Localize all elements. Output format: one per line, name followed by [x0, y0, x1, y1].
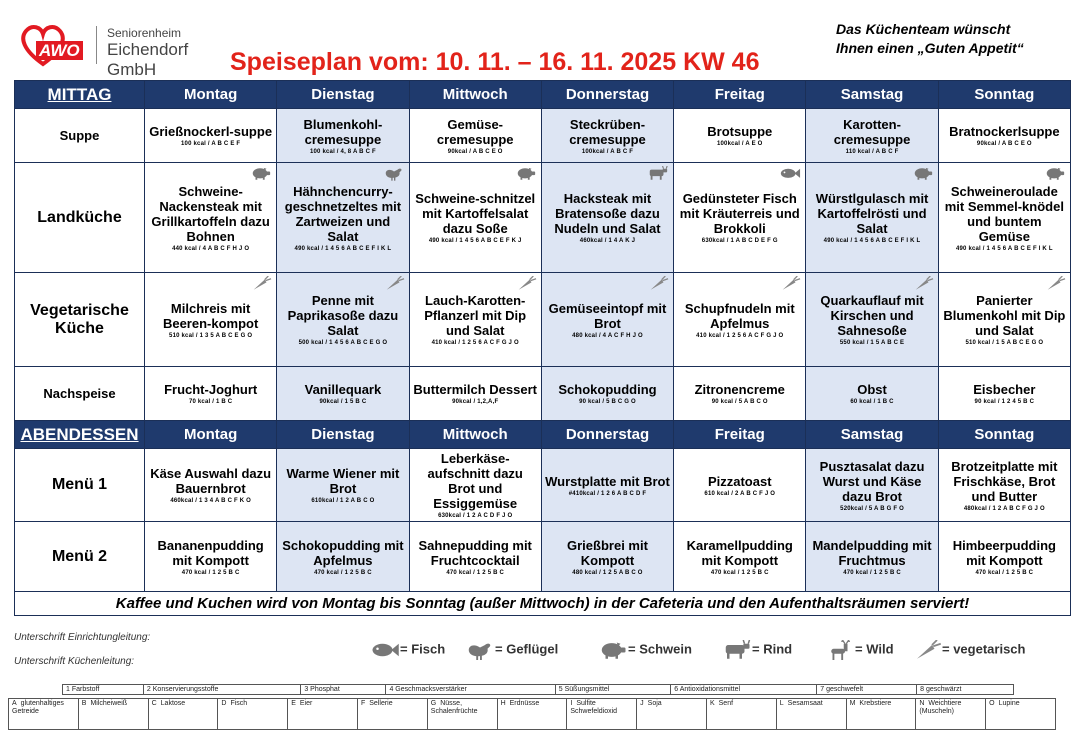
day-header-dienstag: Dienstag: [277, 421, 409, 449]
meal-cell: [277, 163, 409, 273]
meal-cell: [145, 367, 277, 421]
nutrition-info: 630kcal / 1 A B C D E F G: [701, 238, 778, 244]
meal-cell: [145, 449, 277, 522]
meal-cell: [409, 273, 541, 367]
greeting: Das Küchenteam wünscht Ihnen einen „Guten Appetit“: [836, 21, 1024, 56]
nutrition-info: 520kcal / 5 A B G F O: [840, 505, 904, 512]
additive-item: 5 Süßungsmittel: [555, 685, 671, 695]
dish-name: Wurstplatte mit Brot: [545, 473, 670, 489]
carrot-icon: [383, 276, 405, 292]
nutrition-info: 100 kcal / 4, 8 A B C F: [309, 148, 376, 155]
additives-table: [62, 684, 1014, 695]
cow-icon: [722, 641, 752, 656]
cow-icon: [647, 166, 669, 182]
chicken-icon: [383, 166, 405, 182]
pig-icon: [598, 641, 628, 656]
row-label: Nachspeise: [15, 367, 145, 421]
meal-cell: [806, 273, 938, 367]
day-header-freitag: Freitag: [674, 421, 806, 449]
nutrition-info: 510 kcal / 1 3 5 A B C E G O: [169, 332, 253, 339]
meal-row: [15, 449, 1071, 522]
icon-legend: [370, 638, 1060, 660]
allergen-code: K: [709, 700, 715, 707]
meal-cell: [674, 273, 806, 367]
dish-name: Gemüse-cremesuppe: [436, 116, 514, 147]
allergen-item: [9, 699, 79, 730]
meal-cell: [938, 163, 1070, 273]
dish-name: Blumenkohl-cremesuppe: [303, 116, 383, 147]
allergen-item: [637, 699, 707, 730]
meal-cell: [674, 522, 806, 592]
dish-name: Hacksteak mit Bratensoße dazu Nudeln und Salat: [554, 191, 661, 236]
legend-item: [912, 640, 1025, 660]
nutrition-info: 410 kcal / 1 2 5 6 A C F G J O: [431, 340, 519, 346]
legend-label: = Geflügel: [495, 641, 559, 657]
nutrition-info: 100 kcal / A B C E F: [181, 141, 241, 147]
cafe-note: Kaffee und Kuchen wird von Montag bis Sonntag (außer Mittwoch) in der Cafeteria und den Aufenthaltsräumen serviert!: [15, 592, 1071, 616]
nutrition-info: 90kcal / A B C E O: [976, 141, 1032, 147]
nutrition-info: 610kcal / 1 2 A B C O: [311, 498, 375, 504]
meal-cell: [806, 449, 938, 522]
nutrition-info: 90 kcal / 1 2 4 5 B C: [974, 399, 1035, 405]
dish-name: Grießnockerl-suppe: [149, 124, 273, 139]
fish-icon: [370, 641, 400, 656]
legend-label: = Rind: [752, 641, 793, 657]
dish-name: Schweine-Nackensteak mit Grillkartoffeln dazu Bohnen: [151, 183, 270, 244]
allergens-table: [8, 698, 1056, 730]
carrot-icon: [647, 276, 669, 292]
allergen-text: Soja: [647, 700, 662, 707]
meal-cell: [145, 163, 277, 273]
nutrition-info: 460kcal / 1 3 4 A B C F K O: [170, 498, 251, 504]
signature-kueche: Unterschrift Küchenleitung:: [14, 656, 135, 667]
meal-cell: [277, 273, 409, 367]
nutrition-info: #410kcal / 1 2 6 A B C D F: [568, 490, 647, 497]
dish-name: Milchreis mit Beeren-kompot: [162, 300, 259, 331]
dish-name: Brotsuppe: [707, 124, 773, 139]
allergen-text: Sellerie: [369, 700, 393, 707]
dish-name: Schokopudding mit Apfelmus: [282, 537, 404, 568]
dish-name: Würstlgulasch mit Kartoffelrösti und Salat: [815, 191, 929, 236]
dish-name: Warme Wiener mit Brot: [286, 466, 400, 496]
allergen-text: glutenhaltiges Getreide: [12, 700, 64, 715]
day-header-freitag: Freitag: [674, 81, 806, 109]
dish-name: Grießbrei mit Kompott: [567, 537, 648, 568]
allergen-code: N: [919, 700, 925, 707]
dish-name: Schweineroulade mit Semmel-knödel und buntem Gemüse: [944, 183, 1064, 244]
dish-name: Frucht-Joghurt: [164, 382, 258, 397]
meal-cell: [541, 109, 673, 163]
meal-row: [15, 522, 1071, 592]
row-label: Landküche: [15, 163, 145, 273]
nutrition-info: 500 kcal / 1 4 5 6 A B C E G O: [298, 340, 388, 346]
meal-cell: [541, 522, 673, 592]
carrot-icon: [515, 276, 537, 292]
nutrition-info: 90 kcal / 5 B C G O: [579, 399, 636, 405]
dish-name: Mandelpudding mit Fruchtmus: [812, 537, 932, 568]
nutrition-info: 470 kcal / 1 2 5 B C: [314, 569, 372, 576]
meal-cell: [541, 273, 673, 367]
dish-name: Lauch-Karotten-Pflanzerl mit Dip und Salat: [424, 293, 527, 338]
nutrition-info: 630kcal / 1 2 A C D F J O: [438, 513, 513, 519]
nutrition-info: 90kcal / A B C E O: [447, 148, 503, 155]
day-header-mittwoch: Mittwoch: [409, 421, 541, 449]
meal-cell: [938, 109, 1070, 163]
meal-cell: [674, 367, 806, 421]
meal-cell: [145, 109, 277, 163]
meal-cell: [938, 273, 1070, 367]
legend-item: [825, 640, 894, 660]
dish-name: Bananenpudding mit Kompott: [157, 537, 264, 568]
meal-cell: [409, 522, 541, 592]
allergen-item: [497, 699, 567, 730]
nutrition-info: 490 kcal / 1 4 5 6 A B C E F I K L: [955, 245, 1053, 252]
nutrition-info: 90kcal / 1,2,A,F: [452, 399, 499, 405]
meal-cell: [409, 367, 541, 421]
row-label: Suppe: [15, 109, 145, 163]
org-name-line2: Eichendorf GmbH: [107, 40, 189, 79]
nutrition-info: 480kcal / 1 2 A B C F G J O: [963, 505, 1045, 512]
allergen-item: [567, 699, 637, 730]
allergen-code: I: [570, 700, 573, 707]
dish-name: Brotzeitplatte mit Frischkäse, Brot und Butter: [951, 458, 1058, 504]
meal-cell: [145, 522, 277, 592]
allergen-item: [706, 699, 776, 730]
nutrition-info: 470 kcal / 1 2 5 B C: [710, 569, 769, 576]
pig-icon: [912, 166, 934, 182]
carrot-icon: [250, 276, 272, 292]
allergen-item: [218, 699, 288, 730]
allergen-item: [427, 699, 497, 730]
additive-item: 6 Antioxidationsmittel: [671, 685, 817, 695]
nutrition-info: 90kcal / 1 5 B C: [319, 399, 367, 405]
meal-cell: [674, 109, 806, 163]
section-label: ABENDESSEN: [15, 421, 145, 449]
meal-cell: [541, 449, 673, 522]
nutrition-info: 480 kcal / 1 2 5 A B C O: [572, 569, 643, 576]
allergen-text: Nüsse, Schalenfrüchte: [430, 700, 478, 715]
carrot-icon: [912, 276, 934, 292]
meal-cell: [409, 449, 541, 522]
nutrition-info: 110 kcal / A B C F: [845, 148, 899, 155]
nutrition-info: 490 kcal / 1 4 5 6 A B C E F K J: [428, 238, 522, 244]
nutrition-info: 610 kcal / 2 A B C F J O: [704, 490, 776, 497]
dish-name: Pusztasalat dazu Wurst und Käse dazu Brot: [819, 458, 925, 504]
row-label: Menü 2: [15, 522, 145, 592]
allergen-code: B: [81, 700, 87, 707]
meal-cell: [938, 522, 1070, 592]
carrot-icon: [779, 276, 801, 292]
allergen-text: Lupine: [998, 700, 1020, 707]
nutrition-info: 490 kcal / 1 4 5 6 A B C E F I K L: [823, 238, 921, 244]
meal-cell: [674, 449, 806, 522]
allergen-item: [916, 699, 986, 730]
dish-name: Gedünsteter Fisch mit Kräuterreis und Brokkoli: [679, 191, 800, 236]
allergen-text: Laktose: [160, 700, 186, 707]
nutrition-info: 550 kcal / 1 5 A B C E: [839, 340, 905, 346]
additive-item: 4 Geschmacksverstärker: [386, 685, 555, 695]
nutrition-info: 100kcal / A E O: [716, 141, 763, 147]
additive-item: 3 Phosphat: [301, 685, 386, 695]
allergen-code: G: [430, 700, 437, 707]
dish-name: Schokopudding: [558, 382, 657, 397]
allergen-text: Erdnüsse: [509, 700, 540, 707]
deer-icon: [825, 641, 855, 656]
dish-name: Buttermilch Dessert: [413, 382, 537, 397]
day-header-sonntag: Sonntag: [938, 81, 1070, 109]
legend-item: [722, 640, 792, 660]
legend-item: [465, 640, 558, 660]
dish-name: Steckrüben-cremesuppe: [569, 116, 646, 147]
additive-item: 1 Farbstoff: [63, 685, 144, 695]
allergen-text: Eier: [299, 700, 313, 707]
legend-item: [598, 640, 692, 660]
dish-name: Obst: [857, 382, 887, 397]
section-label: MITTAG: [15, 81, 145, 109]
legend-label: = Fisch: [400, 641, 446, 657]
meal-cell: [541, 367, 673, 421]
additive-item: 2 Konservierungsstoffe: [143, 685, 300, 695]
allergen-text: Krebstiere: [859, 700, 892, 707]
allergen-code: A: [12, 700, 17, 707]
row-label: Menü 1: [15, 449, 145, 522]
page-title: Speiseplan vom: 10. 11. – 16. 11. 2025 KW 46: [230, 48, 760, 76]
additive-item: 7 geschwefelt: [817, 685, 917, 695]
carrot-icon: [1044, 276, 1066, 292]
pig-icon: [1044, 166, 1066, 182]
nutrition-info: 70 kcal / 1 B C: [188, 399, 233, 405]
dish-name: Quarkauflauf mit Kirschen und Sahnesoße: [820, 293, 924, 338]
nutrition-info: 490 kcal / 1 4 5 6 A B C E F I K L: [294, 245, 392, 252]
nutrition-info: 470 kcal / 1 2 5 B C: [181, 569, 240, 576]
footer-row: [15, 592, 1071, 616]
dish-name: Vanillequark: [304, 382, 382, 397]
day-header-dienstag: Dienstag: [277, 81, 409, 109]
menu-table: [14, 80, 1071, 616]
mittag-header-row: [15, 81, 1071, 109]
carrot-icon: [912, 641, 942, 656]
meal-cell: [806, 367, 938, 421]
day-header-sonntag: Sonntag: [938, 421, 1070, 449]
allergen-item: [148, 699, 218, 730]
row-label: Vegetarische Küche: [15, 273, 145, 367]
allergen-item: [986, 699, 1056, 730]
day-header-samstag: Samstag: [806, 81, 938, 109]
dish-name: Himbeerpudding mit Kompott: [952, 537, 1056, 568]
meal-cell: [938, 449, 1070, 522]
dish-name: Panierter Blumenkohl mit Dip und Salat: [943, 293, 1066, 338]
meal-row: [15, 273, 1071, 367]
pig-icon: [250, 166, 272, 182]
logo: [18, 24, 228, 79]
meal-cell: [277, 522, 409, 592]
meal-cell: [806, 522, 938, 592]
meal-row: [15, 163, 1071, 273]
nutrition-info: 470 kcal / 1 2 5 B C: [446, 569, 505, 576]
fish-icon: [779, 166, 801, 182]
meal-cell: [674, 163, 806, 273]
day-header-donnerstag: Donnerstag: [541, 421, 673, 449]
nutrition-info: 460kcal / 1 4 A K J: [579, 238, 636, 244]
nutrition-info: 510 kcal / 1 5 A B C E G O: [965, 340, 1044, 346]
allergen-text: Fisch: [230, 700, 248, 707]
nutrition-info: 470 kcal / 1 2 5 B C: [843, 569, 901, 576]
dish-name: Schupfnudeln mit Apfelmus: [684, 300, 795, 331]
dish-name: Käse Auswahl dazu Bauernbrot: [150, 466, 272, 496]
meal-cell: [277, 449, 409, 522]
allergen-item: [846, 699, 916, 730]
legend-label: = vegetarisch: [942, 641, 1026, 657]
nutrition-info: 410 kcal / 1 2 5 6 A C F G J O: [696, 332, 784, 339]
nutrition-info: 480 kcal / 4 A C F H J O: [572, 332, 643, 339]
allergen-code: O: [989, 700, 995, 707]
meal-cell: [277, 367, 409, 421]
nutrition-info: 90 kcal / 5 A B C O: [711, 399, 768, 405]
dish-name: Gemüseeintopf mit Brot: [548, 300, 667, 331]
day-header-mittwoch: Mittwoch: [409, 81, 541, 109]
dish-name: Bratnockerlsuppe: [949, 124, 1060, 139]
allergen-text: Weichtiere (Muscheln): [919, 700, 962, 715]
dish-name: Eisbecher: [973, 382, 1036, 397]
allergen-code: H: [500, 700, 506, 707]
meal-row: [15, 109, 1071, 163]
allergen-item: [78, 699, 148, 730]
allergen-code: D: [221, 700, 227, 707]
dish-name: Hähnchencurry-geschnetzeltes mit Zartweizen und Salat: [284, 183, 402, 244]
meal-cell: [277, 109, 409, 163]
dish-name: Penne mit Paprikasoße dazu Salat: [287, 293, 399, 338]
allergen-code: F: [360, 700, 366, 707]
meal-cell: [145, 273, 277, 367]
meal-row: [15, 367, 1071, 421]
day-header-montag: Montag: [145, 421, 277, 449]
allergen-item: [288, 699, 358, 730]
allergen-item: [357, 699, 427, 730]
dish-name: Schweine-schnitzel mit Kartoffelsalat dazu Soße: [415, 191, 536, 236]
meal-cell: [806, 163, 938, 273]
allergen-code: M: [849, 700, 856, 707]
meal-cell: [409, 163, 541, 273]
signature-leitung: Unterschrift Einrichtungleitung:: [14, 632, 151, 643]
abend-header-row: [15, 421, 1071, 449]
dish-name: Zitronencreme: [694, 382, 785, 397]
nutrition-info: 100kcal / A B C F: [581, 148, 634, 155]
allergen-text: Senf: [718, 700, 734, 707]
dish-name: Leberkäse-aufschnitt dazu Brot und Essiggemüse: [427, 451, 523, 511]
dish-name: Sahnepudding mit Fruchtcocktail: [418, 537, 532, 568]
nutrition-info: 60 kcal / 1 B C: [850, 399, 894, 405]
meal-cell: [806, 109, 938, 163]
logo-text: AWO: [36, 41, 83, 60]
dish-name: Karotten-cremesuppe: [833, 116, 911, 147]
nutrition-info: 470 kcal / 1 2 5 B C: [975, 569, 1034, 576]
additive-item: 8 geschwärzt: [917, 685, 1014, 695]
allergen-code: E: [291, 700, 296, 707]
allergen-item: [776, 699, 846, 730]
legend-item: [370, 640, 445, 660]
legend-label: = Schwein: [628, 641, 692, 657]
allergen-text: Sulfite Schwefeldioxid: [570, 700, 618, 715]
legend-label: = Wild: [855, 641, 894, 657]
meal-cell: [938, 367, 1070, 421]
dish-name: Karamellpudding mit Kompott: [686, 537, 793, 568]
day-header-samstag: Samstag: [806, 421, 938, 449]
dish-name: Pizzatoast: [707, 473, 772, 489]
meal-cell: [409, 109, 541, 163]
day-header-montag: Montag: [145, 81, 277, 109]
allergen-text: Sesamsaat: [787, 700, 823, 707]
day-header-donnerstag: Donnerstag: [541, 81, 673, 109]
pig-icon: [515, 166, 537, 182]
meal-cell: [541, 163, 673, 273]
chicken-icon: [465, 641, 495, 656]
allergen-code: L: [779, 700, 784, 707]
nutrition-info: 440 kcal / 4 A B C F H J O: [172, 245, 250, 252]
allergen-code: J: [640, 700, 644, 707]
allergen-text: Milcheiweiß: [90, 700, 128, 707]
allergen-code: C: [151, 700, 157, 707]
org-name-line1: Seniorenheim: [107, 26, 182, 40]
